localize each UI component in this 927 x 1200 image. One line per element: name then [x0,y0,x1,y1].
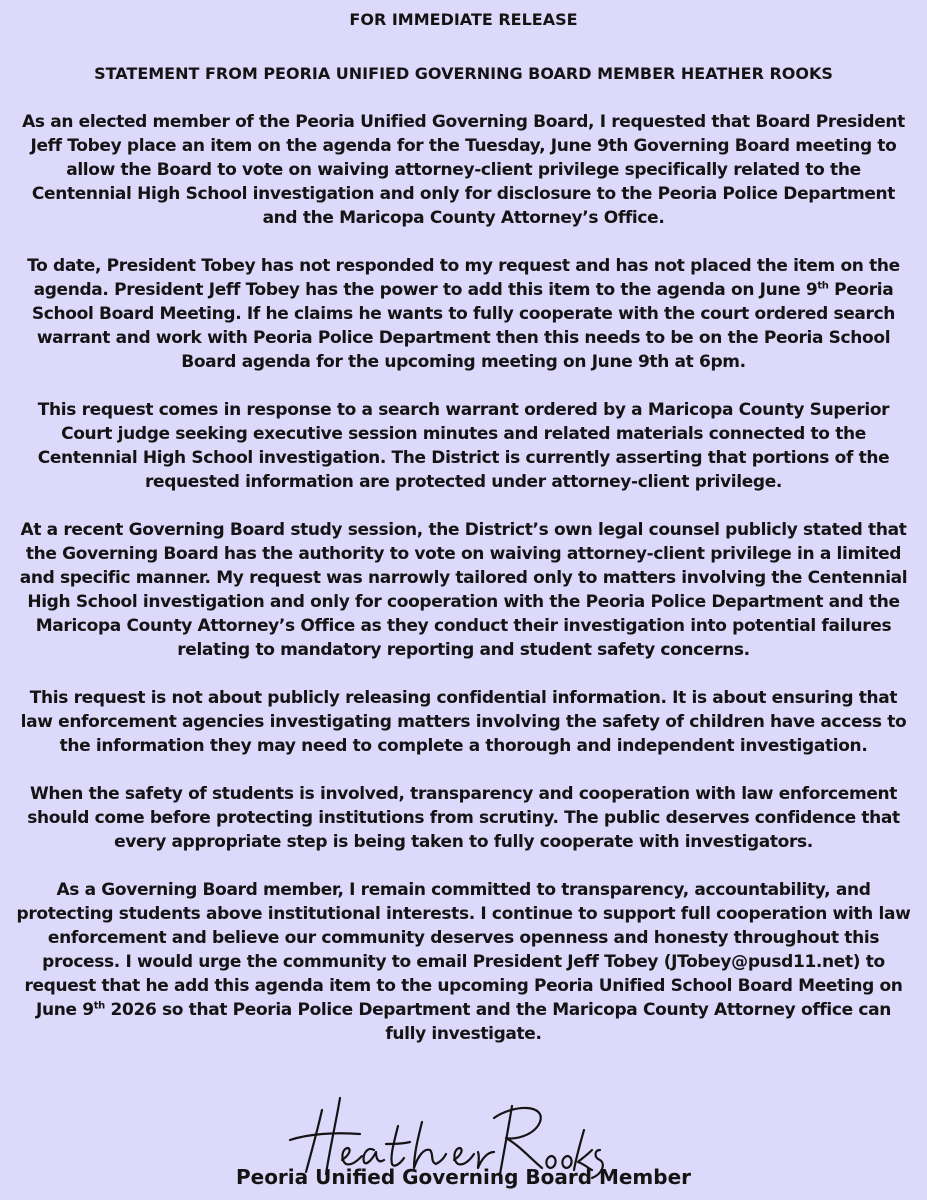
paragraph-commitment [14,878,913,1046]
paragraph-text: Peoria School Board Meeting. If he claims he wants to fully cooperate with the court ordered search warrant and work with Peoria Police Department then this needs to be on the Peoria School Board agenda for the upcoming meeting on June 9th at 6pm. [31,280,896,372]
paragraph-legal-counsel: At a recent Governing Board study session, the District’s own legal counsel publicly stated that the Governing Board has the authority to vote on waiving attorney-client privilege in a limited and specific manner. My request was narrowly tailored only to matters involving the Centennial High School investigation and only for cooperation with the Peoria Police Department and the Maricopa County Attorney’s Office as they conduct their investigation into potential failures relating to mandatory reporting and student safety concerns. [19,520,908,660]
paragraph-no-response [14,254,913,374]
paragraph-request: As an elected member of the Peoria Unified Governing Board, I requested that Board President Jeff Tobey place an item on the agenda for the Tuesday, June 9th Governing Board meeting to allow the Board to vote on waiving attorney-client privilege specifically related to the Centennial High School investigation and only for disclosure to the Peoria Police Department and the Maricopa County Attorney’s Office. [22,112,905,228]
paragraph-search-warrant: This request comes in response to a search warrant ordered by a Maricopa County Superior Court judge seeking executive session minutes and related materials connected to the Centennial High School investigation. The District is currently asserting that portions of the requested information are protected under attorney-client privilege. [37,400,890,492]
superscript-ordinal: th [817,280,829,292]
paragraph-text: To date, President Tobey has not responded to my request and has not placed the item on the agenda. President Jeff Tobey has the power to add this item to the agenda on June 9 [27,256,900,300]
paragraph-text: As a Governing Board member, I remain committed to transparency, accountability, and protecting students above institutional interests. I continue to support full cooperation with law enforcement and believe our community deserves openness and honesty throughout this process. I would urge the community to email President Jeff Tobey (JTobey@pusd11.net) to request that he add this agenda item to the upcoming Peoria Unified School Board Meeting on June 9 [16,880,911,1020]
signature-title: Peoria Unified Governing Board Member [235,1165,692,1189]
signature-block [0,1088,927,1200]
release-heading: FOR IMMEDIATE RELEASE [349,10,578,29]
paragraph-text: 2026 so that Peoria Police Department and the Maricopa County Attorney office can fully investigate. [104,1000,891,1044]
statement-heading: STATEMENT FROM PEORIA UNIFIED GOVERNING BOARD MEMBER HEATHER ROOKS [94,64,833,83]
paragraph-student-safety: When the safety of students is involved, transparency and cooperation with law enforcement should come before protecting institutions from scrutiny. The public deserves confidence that every appropriate step is being taken to fully cooperate with investigators. [27,784,900,852]
superscript-ordinal: th [93,1000,105,1012]
paragraph-not-public-release: This request is not about publicly releasing confidential information. It is about ensuring that law enforcement agencies investigating matters involving the safety of children have access to the information they may need to complete a thorough and independent investigation. [20,688,907,756]
